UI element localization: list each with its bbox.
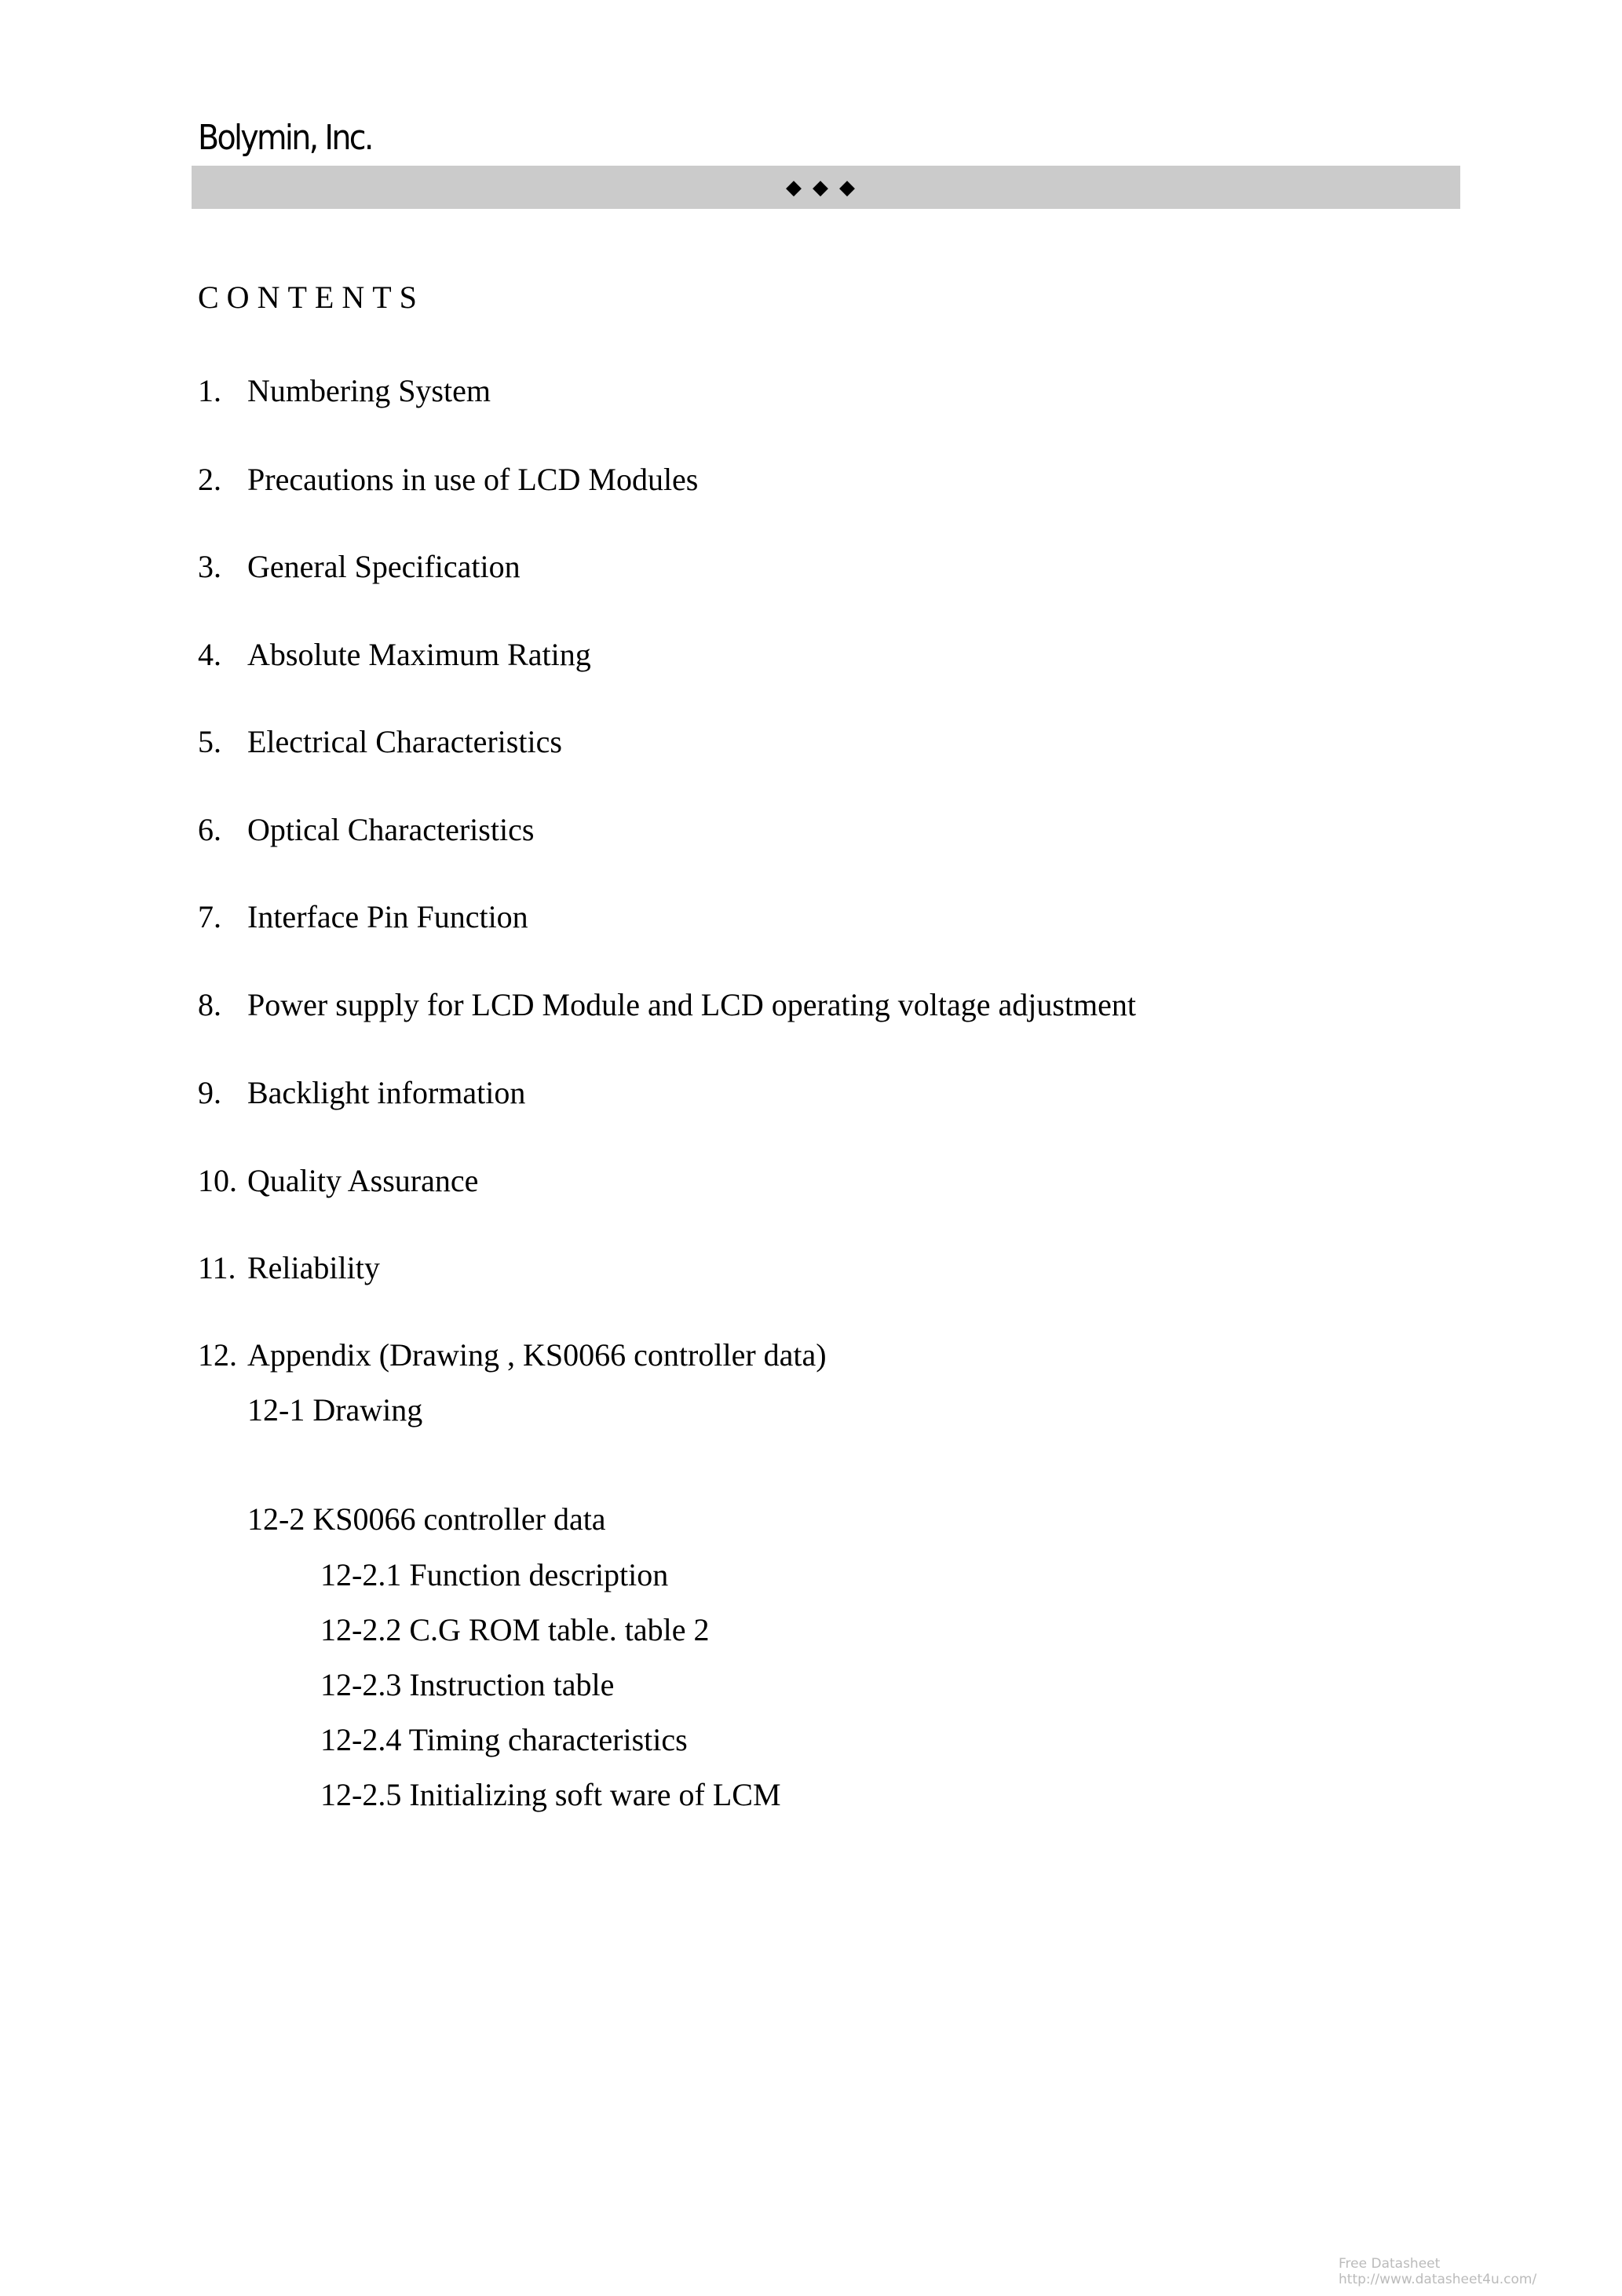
toc-item-number: 9. [198,1075,221,1110]
toc-item-number: 10. [198,1163,237,1198]
toc-item-number: 2. [198,462,221,497]
toc-item-label: Backlight information [247,1075,526,1110]
toc-item-number: 8. [198,987,221,1022]
toc-item-label: Electrical Characteristics [247,724,562,759]
toc-item-number: 11. [198,1250,236,1285]
toc-item-number: 12. [198,1337,237,1373]
toc-subsubitem: 12-2.5 Initializing soft ware of LCM [320,1777,781,1812]
toc-item-number: 7. [198,899,221,934]
company-name: Bolymin, Inc. [198,118,372,158]
toc-item-label: Precautions in use of LCD Modules [247,462,699,497]
toc-item-number: 4. [198,637,221,672]
header-divider-bar [192,166,1460,209]
toc-item-label: Absolute Maximum Rating [247,637,591,672]
toc-item-label: Appendix (Drawing , KS0066 controller data) [247,1337,827,1373]
diamond-icons: ◆◆◆ [786,176,866,199]
toc-item-number: 5. [198,724,221,759]
toc-subitem: 12-1 Drawing [247,1392,423,1428]
toc-item-label: Reliability [247,1250,380,1285]
contents-heading: CONTENTS [198,280,425,315]
toc-subitem: 12-2 KS0066 controller data [247,1501,606,1537]
toc-item-label: Numbering System [247,373,491,408]
toc-item-label: Optical Characteristics [247,812,535,847]
toc-item-label: Power supply for LCD Module and LCD operating voltage adjustment [247,987,1137,1022]
toc-subsubitem: 12-2.4 Timing characteristics [320,1722,688,1757]
toc-subsubitem: 12-2.3 Instruction table [320,1667,615,1702]
footer-watermark: Free Datasheet http://www.datasheet4u.com/ [1339,2256,1537,2287]
toc-item-number: 3. [198,549,221,584]
toc-item-number: 6. [198,812,221,847]
toc-item-label: Interface Pin Function [247,899,528,934]
toc-subsubitem: 12-2.1 Function description [320,1557,669,1592]
toc-item-label: Quality Assurance [247,1163,479,1198]
toc-item-label: General Specification [247,549,521,584]
toc-item-number: 1. [198,373,221,408]
toc-subsubitem: 12-2.2 C.G ROM table. table 2 [320,1612,710,1647]
